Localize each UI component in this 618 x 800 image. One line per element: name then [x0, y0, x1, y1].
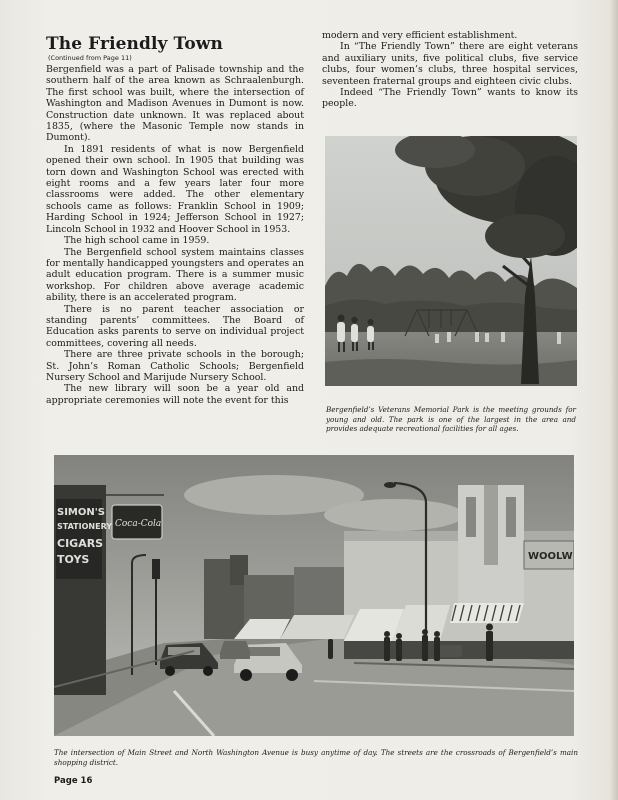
article-left-column: [46, 34, 304, 406]
park-photo-caption: Bergenfield’s Veterans Memorial Park is the meeting grounds for young and old. The park is one of the largest in the area and provides adequate recreational facilities for all ages.: [326, 405, 576, 434]
sign-cigars: CIGARS: [57, 537, 104, 550]
street-photo: [54, 455, 574, 736]
sign-toys: TOYS: [57, 553, 90, 566]
sign-stationery-2: STATIONERY: [57, 522, 113, 531]
sign-woolworth: WOOLW: [528, 551, 573, 562]
sign-coca-cola: Coca-Cola: [115, 519, 162, 529]
park-photo: [325, 136, 577, 386]
paragraph-9: In “The Friendly Town” there are eight veterans and auxiliary units, five political clubs, five service clubs, four women’s clubs, three hospital services, seventeen fraternal groups and eighteen civic clubs.: [322, 41, 578, 87]
paragraph-8: modern and very efficient establishment.: [322, 30, 518, 41]
street-photo-illustration: [54, 455, 574, 736]
paragraph-5: There is no parent teacher association or standing parents’ committees. The Board of Education asks parents to serve on individual project committees, covering all needs.: [46, 303, 304, 349]
paragraph-6: There are three private schools in the borough; St. John’s Roman Catholic Schools; Bergenfield Nursery School and Marijude Nursery School.: [46, 349, 304, 383]
continued-note: (Continued from Page 11): [48, 54, 132, 62]
sign-stationery-1: SIMON'S: [57, 507, 106, 518]
paragraph-3: The high school came in 1959.: [64, 235, 210, 247]
article-right-column: [322, 30, 578, 110]
street-photo-caption: The intersection of Main Street and North Washington Avenue is busy anytime of day. The streets are the crossroads of Bergenfield’s main shopping district.: [54, 748, 578, 767]
paragraph-7: The new library will soon be a year old and appropriate ceremonies will note the event for this: [46, 383, 304, 406]
article-title: The Friendly Town: [46, 34, 223, 54]
paragraph-10: Indeed “The Friendly Town” wants to know its people.: [322, 87, 578, 110]
page-number: Page 16: [54, 776, 93, 786]
page-spine-shadow: [610, 0, 618, 800]
paragraph-4: The Bergenfield school system maintains classes for mentally handicapped youngsters and operates an adult education program. There is a summer music workshop. For children above average academic ability, there is an accelerated program.: [46, 246, 304, 304]
paragraph-1: Bergenfield was a part of Palisade township and the southern half of the area known as Schraalenburgh. The first school was built, where the intersection of Washington and Madison Avenues in Dumont is now. Construction date unknown. It was replaced about 1835, (where the Masonic Temple now stands in Dumont).: [46, 64, 304, 144]
park-photo-illustration: [325, 136, 577, 386]
paragraph-2: In 1891 residents of what is now Bergenfield opened their own school. In 1905 that building was torn down and Washington School was erected with eight rooms and a few years later four more classrooms were added. The other elementary schools came as follows: Franklin School in 1909; Harding School in 1924; Jefferson School in 1927; Lincoln School in 1932 and Hoover School in 1953.: [46, 143, 304, 235]
